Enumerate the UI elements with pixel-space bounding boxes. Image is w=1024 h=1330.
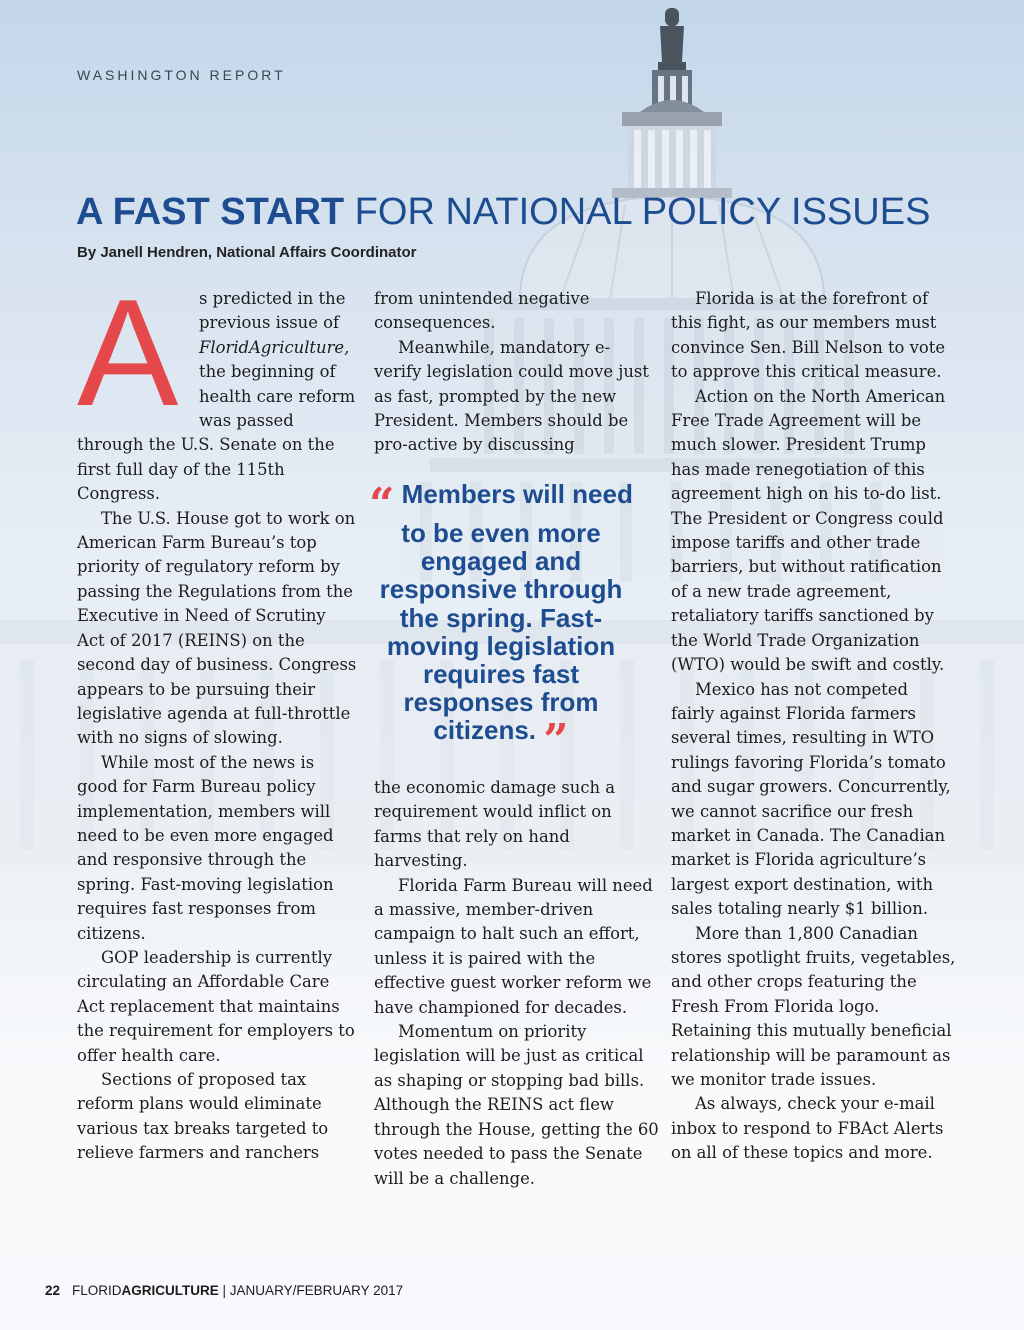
- article-column-2-bottom: [374, 776, 659, 1191]
- paragraph: [77, 268, 357, 507]
- paragraph: Florida Farm Bureau will need a massive, member-driven campaign to halt such an effort, unless it is paired with the effective guest worker reform we have championed for decades.: [374, 875, 653, 1017]
- page-number: 22: [45, 1283, 61, 1298]
- byline: By Janell Hendren, National Affairs Coordinator: [77, 244, 417, 261]
- paragraph: Meanwhile, mandatory e-verify legislation could move just as fast, prompted by the new President. Members should be pro-active by discussing: [374, 337, 649, 455]
- title-bold: A FAST START: [76, 191, 345, 233]
- paragraph: Action on the North American Free Trade Agreement will be much slower. President Trump has made renegotiation of this agreement high on his to-do list. The President or Congress could impose tariffs and other trade barriers, but without ratification of a new trade agreement, retaliatory tariffs sanctioned by the World Trade Organization (WTO) would be swift and costly.: [671, 386, 946, 675]
- page-footer: [45, 1283, 403, 1298]
- article-column-1: [77, 268, 357, 1166]
- open-quote-icon: “: [369, 479, 395, 530]
- drop-cap: A: [77, 268, 179, 438]
- paragraph: While most of the news is good for Farm Bureau policy implementation, members will need to be even more engaged and responsive through the spring. Fast-moving legislation requires fast responses from citizens.: [77, 752, 334, 943]
- paragraph-text: the beginning of health care reform was passed through the U.S. Senate on the first full day of the 115th Congress.: [77, 362, 356, 504]
- paragraph: the economic damage such a requirement would inflict on farms that rely on hand harvesting.: [374, 778, 616, 871]
- article-column-2-top: [374, 287, 654, 458]
- paragraph: The U.S. House got to work on American Farm Bureau’s top priority of regulatory reform by passing the Regulations from the Executive in Need of Scrutiny Act of 2017 (REINS) on the second day of business. Congress appears to be pursuing their legislative agenda at full-throttle with no signs of slowing.: [77, 508, 357, 748]
- section-label: WASHINGTON REPORT: [77, 67, 286, 83]
- article-title: [76, 189, 930, 235]
- paragraph: Momentum on priority legislation will be just as critical as shaping or stopping bad bills. Although the REINS act flew through the House, getting the 60 votes needed to pass the Senate will be a challenge.: [374, 1022, 659, 1188]
- footer-brand-bold: AGRICULTURE: [121, 1283, 219, 1298]
- paragraph: GOP leadership is currently circulating an Affordable Care Act replacement that maintains the requirement for employers to offer health care.: [77, 947, 355, 1065]
- paragraph: from unintended negative consequences.: [374, 289, 590, 333]
- article-column-3: [671, 287, 956, 1166]
- paragraph: As always, check your e-mail inbox to respond to FBAct Alerts on all of these topics and more.: [671, 1094, 944, 1163]
- close-quote-icon: ”: [543, 715, 569, 767]
- publication-name: FloridAgriculture,: [199, 337, 350, 357]
- pull-quote-text: Members will need to be even more engaged and responsive through the spring. Fast-moving legislation requires fast responses from citizens.: [379, 479, 633, 746]
- pull-quote: [362, 479, 640, 767]
- title-rest: FOR NATIONAL POLICY ISSUES: [354, 191, 931, 233]
- paragraph: Sections of proposed tax reform plans would eliminate various tax breaks targeted to relieve farmers and ranchers: [77, 1070, 329, 1163]
- paragraph-text: s predicted in the previous issue of: [199, 289, 346, 333]
- paragraph: Mexico has not competed fairly against Florida farmers several times, resulting in WTO rulings favoring Florida’s tomato and sugar growers. Concurrently, we cannot sacrifice our fresh market in Canada. The Canadian market is Florida agriculture’s largest export destination, with sales totaling nearly $1 billion.: [671, 679, 951, 919]
- paragraph: More than 1,800 Canadian stores spotlight fruits, vegetables, and other crops featuring the Fresh From Florida logo. Retaining this mutually beneficial relationship will be paramount as we monitor trade issues.: [671, 923, 956, 1089]
- footer-issue: | JANUARY/FEBRUARY 2017: [218, 1283, 404, 1298]
- footer-brand-light: FLORID: [72, 1283, 122, 1298]
- paragraph: Florida is at the forefront of this fight, as our members must convince Sen. Bill Nelson to vote to approve this critical measure.: [671, 289, 946, 382]
